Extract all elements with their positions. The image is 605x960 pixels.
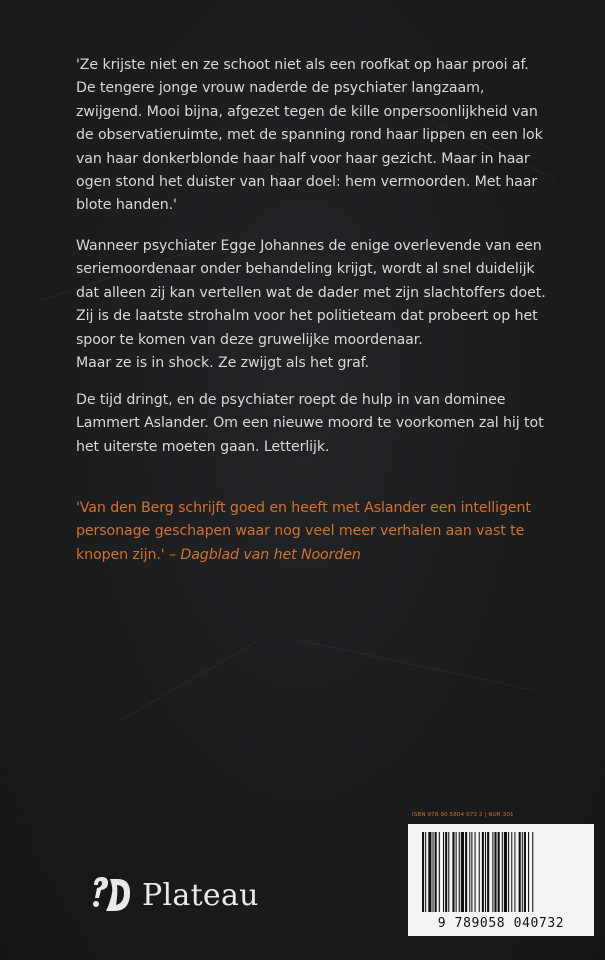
barcode-bar: [492, 832, 493, 912]
barcode-bar: [456, 832, 457, 912]
barcode-bar: [498, 832, 500, 912]
barcode-bar: [465, 832, 467, 912]
barcode-bar: [448, 832, 449, 912]
barcode-bar: [494, 832, 496, 912]
publisher-mark: [88, 870, 259, 920]
review-quote-text: 'Van den Berg schrijft goed en heeft met Aslander een intelligent personage geschapen waar nog veel meer verhalen aan vast te knopen zijn.': [76, 500, 531, 563]
barcode-bar: [511, 832, 512, 912]
barcode-bar: [435, 832, 437, 912]
barcode-digits: 9 789058 040732: [437, 916, 565, 931]
review-quote: [76, 497, 556, 567]
barcode-bar: [428, 832, 431, 912]
barcode-bar: [504, 832, 507, 912]
plateau-logo-icon: [88, 873, 132, 917]
blurb-excerpt: 'Ze krijste niet en ze schoot niet als een roofkat op haar prooi af. De tengere jonge vrouw naderde de psychiater langzaam, zwijgend. Mooi bijna, afgezet tegen de kille onpersoonlijkheid van de observatieruimte, met de spanning rond haar lippen en een lok van haar donkerblonde haar half voor haar gezicht. Maar in haar ogen stond het duister van haar doel: hem vermoorden. Met haar blote handen.': [76, 57, 543, 214]
barcode-bar: [469, 832, 470, 912]
barcode-bar: [439, 832, 440, 912]
barcode-bar: [459, 832, 460, 912]
review-source: Dagblad van het Noorden: [180, 546, 361, 563]
barcode-bar: [514, 832, 515, 912]
barcode-bar: [508, 832, 509, 912]
barcode-bar: [443, 832, 444, 912]
barcode: [408, 824, 594, 936]
barcode-bar: [425, 832, 426, 912]
barcode-bar: [485, 832, 486, 912]
barcode-bar: [528, 832, 529, 912]
barcode-bar: [479, 832, 480, 912]
blurb-synopsis: [76, 235, 546, 375]
blurb-synopsis-text: Wanneer psychiater Egge Johannes de enige overlevende van een seriemoordenaar onder behandeling krijgt, wordt al snel duidelijk dat alleen zij kan vertellen wat de dader met zijn slachtoffers doet. Zij is de laatste strohalm voor het politieteam dat probeert op het spoor te komen van deze gruwelijke moordenaar.: [76, 238, 546, 348]
barcode-bar: [445, 832, 447, 912]
review-separator: –: [164, 546, 181, 563]
barcode-bar: [487, 832, 489, 912]
barcode-bar: [519, 832, 521, 912]
barcode-bar: [452, 832, 454, 912]
barcode-bar: [433, 832, 434, 912]
blurb-conclusion: De tijd dringt, en de psychiater roept de hulp in van dominee Lammert Aslander. Om een nieuwe moord te voorkomen zal hij tot het uiterste moeten gaan. Letterlijk.: [76, 392, 544, 455]
publisher-name: Plateau: [142, 877, 259, 913]
barcode-bar: [471, 832, 472, 912]
barcode-bar: [482, 832, 484, 912]
isbn-line: ISBN 978 90 5804 073 2 | NUR 301: [412, 812, 514, 818]
texture-scratch: [300, 640, 535, 691]
barcode-bar: [524, 832, 526, 912]
barcode-bar: [532, 832, 533, 912]
blurb-synopsis-closing: Maar ze is in shock. Ze zwijgt als het graf.: [76, 355, 369, 372]
barcode-bar: [422, 832, 424, 912]
barcode-bar: [461, 832, 464, 912]
barcode-bar: [475, 832, 476, 912]
texture-scratch: [120, 640, 259, 721]
barcode-bar: [522, 832, 523, 912]
barcode-bar: [502, 832, 503, 912]
